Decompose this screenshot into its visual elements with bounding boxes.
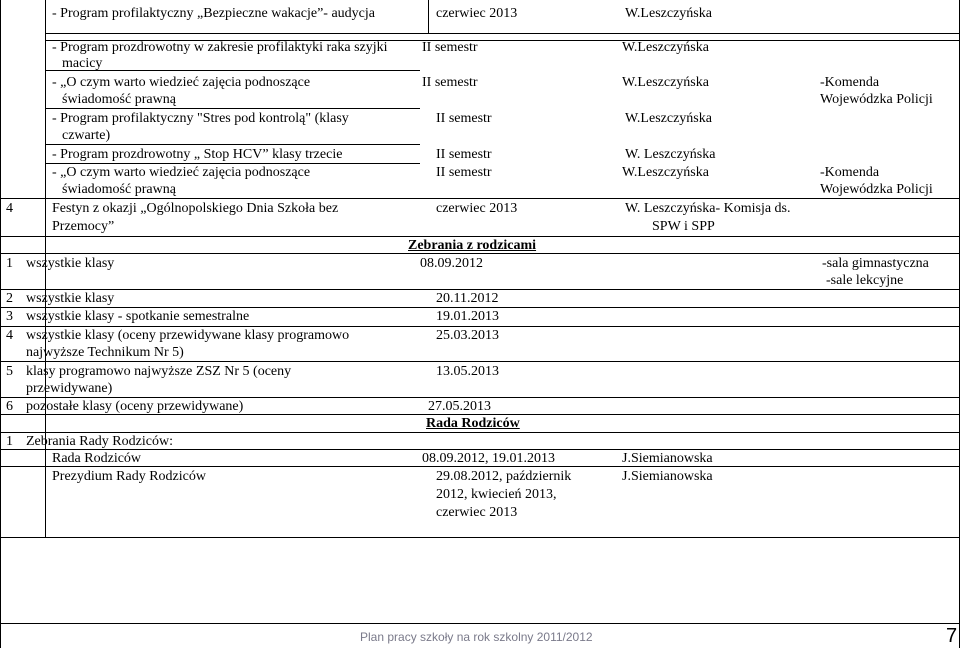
partner-cell: -sale lekcyjne (826, 273, 904, 288)
row-divider (45, 108, 420, 109)
row-divider (0, 537, 959, 538)
footer-rule (0, 623, 960, 624)
date-cell: 08.09.2012 (420, 256, 483, 271)
date-cell: 2012, kwiecień 2013, (436, 487, 557, 502)
row-number: 3 (6, 309, 13, 324)
date-cell: czerwiec 2013 (436, 201, 518, 216)
event-cell: - Program prozdrowotny w zakresie profilaktyki raka szyjki (52, 40, 388, 55)
person-cell: W.Leszczyńska (625, 6, 712, 21)
event-cell: - „O czym warto wiedzieć zajęcia podnoszące (52, 165, 311, 180)
date-cell: II semestr (422, 75, 478, 90)
date-cell: 13.05.2013 (436, 364, 499, 379)
partner-cell: Wojewódzka Policji (820, 92, 933, 107)
person-cell: SPW i SPP (652, 219, 715, 234)
date-cell: II semestr (436, 165, 492, 180)
row-number: 2 (6, 291, 13, 306)
date-cell: 20.11.2012 (436, 291, 499, 306)
row-number: 4 (6, 201, 13, 216)
person-cell: W. Leszczyńska (625, 147, 716, 162)
row-number: 4 (6, 328, 13, 343)
footer-text: Plan pracy szkoły na rok szkolny 2011/2012 (360, 630, 593, 644)
person-cell: W.Leszczyńska (622, 40, 709, 55)
event-cell: najwyższe Technikum Nr 5) (26, 345, 184, 360)
date-cell: 25.03.2013 (436, 328, 499, 343)
row-divider (0, 361, 959, 362)
row-divider (45, 144, 420, 145)
event-cell: przewidywane) (26, 381, 113, 396)
person-cell: W. Leszczyńska- Komisja ds. (625, 201, 791, 216)
date-cell: 19.01.2013 (436, 309, 499, 324)
person-cell: W.Leszczyńska (622, 75, 709, 90)
date-cell: II semestr (436, 147, 492, 162)
event-cell: - Program profilaktyczny „Bezpieczne wakacje”- audycja (52, 6, 375, 21)
event-cell: czwarte) (62, 128, 111, 143)
partner-cell: -sala gimnastyczna (822, 256, 929, 271)
page-number: 7 (946, 625, 958, 647)
event-cell: wszystkie klasy (26, 256, 115, 271)
event-cell: Przemocy” (52, 219, 115, 234)
row-number: 5 (6, 364, 13, 379)
event-cell: Festyn z okazji „Ogólnopolskiego Dnia Szkoła bez (52, 201, 339, 216)
person-cell: J.Siemianowska (622, 451, 713, 466)
date-cell: II semestr (422, 40, 478, 55)
date-cell: 08.09.2012, 19.01.2013 (422, 451, 555, 466)
row-number: 1 (6, 256, 13, 271)
row-number: 6 (6, 399, 13, 414)
council-heading: Zebrania Rady Rodziców: (26, 434, 173, 449)
date-cell: czerwiec 2013 (436, 6, 518, 21)
row-number: 1 (6, 434, 13, 449)
event-cell: wszystkie klasy (oceny przewidywane klasy programowo (26, 328, 350, 343)
event-cell: wszystkie klasy (26, 291, 115, 306)
date-cell: 29.08.2012, październik (436, 469, 572, 484)
event-cell: macicy (62, 56, 103, 71)
partner-cell: Wojewódzka Policji (820, 182, 933, 197)
row-divider (45, 33, 959, 34)
event-cell: świadomość prawną (62, 92, 176, 107)
date-cell: II semestr (436, 111, 492, 126)
person-cell: J.Siemianowska (622, 469, 713, 484)
event-cell: - Program profilaktyczny "Stres pod kontrolą" (klasy (52, 111, 349, 126)
event-cell: pozostałe klasy (oceny przewidywane) (26, 399, 244, 414)
event-cell: - Program prozdrowotny „ Stop HCV” klasy trzecie (52, 147, 343, 162)
person-cell: W.Leszczyńska (622, 165, 709, 180)
date-column-divider-top (428, 0, 429, 34)
person-cell: W.Leszczyńska (625, 111, 712, 126)
event-cell: wszystkie klasy - spotkanie semestralne (26, 309, 250, 324)
partner-cell: -Komenda (820, 75, 880, 90)
table-border-left (0, 0, 1, 648)
partner-cell: -Komenda (820, 165, 880, 180)
event-cell: - „O czym warto wiedzieć zajęcia podnoszące (52, 75, 311, 90)
section-title-parents: Zebrania z rodzicami (408, 238, 537, 253)
event-cell: Rada Rodziców (52, 451, 142, 466)
event-cell: świadomość prawną (62, 182, 176, 197)
event-cell: Prezydium Rady Rodziców (52, 469, 206, 484)
event-cell: klasy programowo najwyższe ZSZ Nr 5 (oceny (26, 364, 292, 379)
date-cell: czerwiec 2013 (436, 505, 518, 520)
date-cell: 27.05.2013 (428, 399, 491, 414)
section-title-council: Rada Rodziców (426, 416, 520, 431)
row-divider (0, 198, 959, 199)
